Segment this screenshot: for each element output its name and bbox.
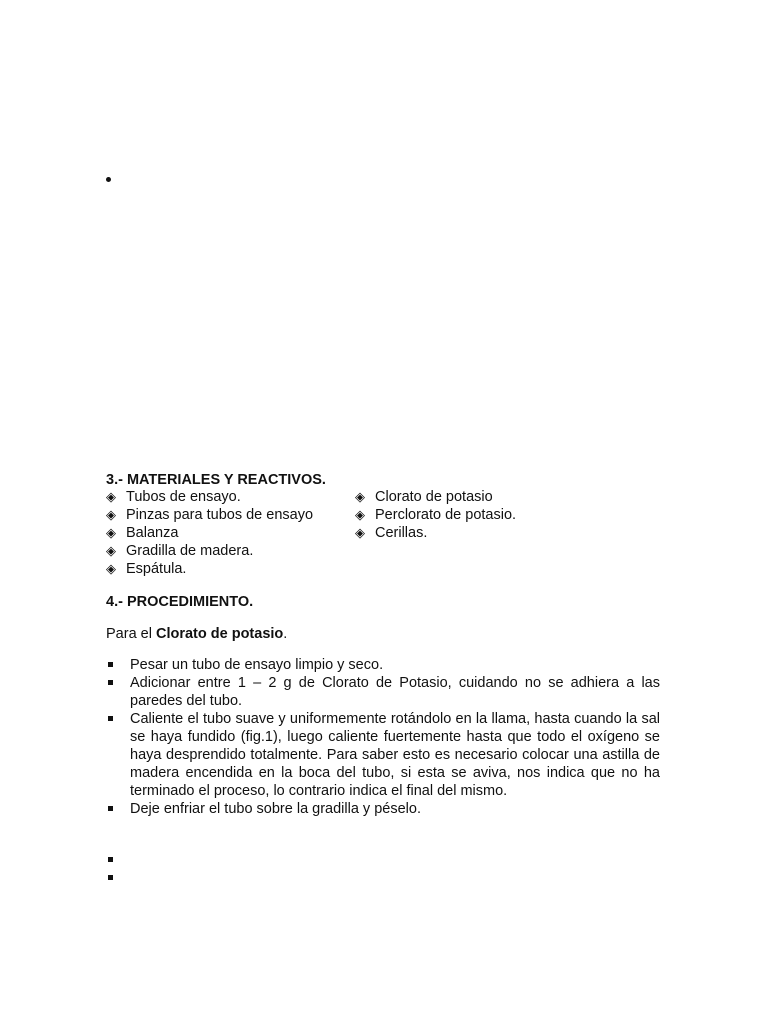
procedure-step: Adicionar entre 1 – 2 g de Clorato de Potasio, cuidando no se adhiera a las paredes del tubo. [130, 675, 660, 709]
diamond-bullet-icon: ◈ [106, 507, 116, 522]
materials-left-list [106, 488, 313, 578]
square-bullet-icon [108, 680, 113, 685]
empty-square-bullet-icon [108, 875, 113, 880]
diamond-bullet-icon: ◈ [355, 489, 365, 504]
list-item: ◈ Balanza [106, 525, 179, 541]
list-item: ◈ Cerillas. [355, 525, 428, 541]
empty-square-bullet-icon [108, 857, 113, 862]
diamond-bullet-icon: ◈ [106, 543, 116, 558]
square-bullet-icon [108, 806, 113, 811]
diamond-bullet-icon: ◈ [106, 489, 116, 504]
square-bullet-icon [108, 716, 113, 721]
stray-bullet [106, 177, 111, 182]
diamond-bullet-icon: ◈ [355, 525, 365, 540]
section-3-title: 3.- MATERIALES Y REACTIVOS. [106, 472, 326, 488]
list-item: ◈ Tubos de ensayo. [106, 489, 241, 505]
list-item: ◈ Clorato de potasio [355, 489, 493, 505]
list-item: ◈ Perclorato de potasio. [355, 507, 517, 523]
procedure-step: Deje enfriar el tubo sobre la gradilla y péselo. [130, 801, 421, 817]
square-bullet-icon [108, 662, 113, 667]
diamond-bullet-icon: ◈ [106, 561, 116, 576]
procedure-intro: Para el Clorato de potasio. [106, 626, 288, 642]
section-4-title: 4.- PROCEDIMIENTO. [106, 594, 254, 610]
diamond-bullet-icon: ◈ [106, 525, 116, 540]
list-item: ◈ Gradilla de madera. [106, 543, 254, 559]
procedure-step: Caliente el tubo suave y uniformemente rotándolo en la llama, hasta cuando la sal se haya fundido (fig.1), luego caliente fuertemente hasta que todo el oxígeno se haya desprendido totalmente. Para saber esto es necesario colocar una astilla de madera encendida en la boca del tubo, si esta se aviva, nos indica que no ha terminado el proceso, lo contrario indica el final del mismo. [130, 711, 660, 799]
list-item: ◈ Pinzas para tubos de ensayo [106, 507, 314, 523]
materials-right-list [355, 488, 516, 542]
list-item: ◈ Espátula. [106, 561, 187, 577]
procedure-step: Pesar un tubo de ensayo limpio y seco. [130, 657, 384, 673]
diamond-bullet-icon: ◈ [355, 507, 365, 522]
intro-bold-term: Clorato de potasio [155, 626, 284, 642]
